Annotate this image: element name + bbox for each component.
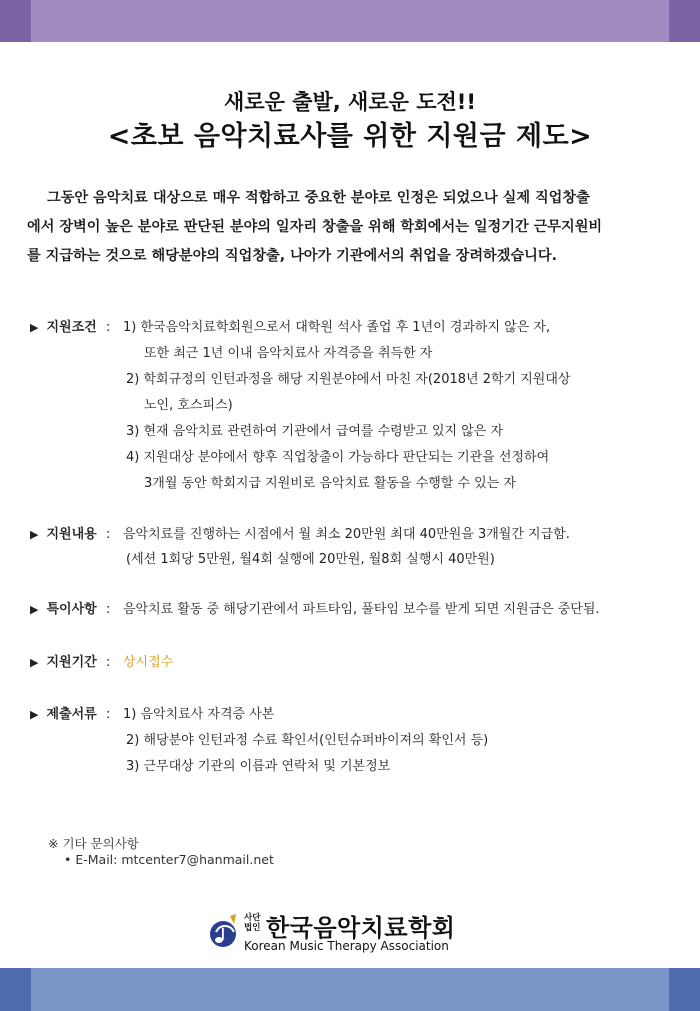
period-header-row [30,655,97,671]
page-subtitle: 새로운 출발, 새로운 도전!! [224,90,476,114]
documents-header-row [30,707,97,723]
conditions-item-3: 3) 현재 음악치료 관련하여 기관에서 급여를 수령받고 있지 않은 자 [126,424,504,439]
notes-header-row [30,602,97,618]
period-colon: : [106,655,111,670]
content-header-row [30,527,97,543]
conditions-label: 지원조건 [46,320,97,335]
organization-logo [208,912,478,956]
logo-prefix [244,913,260,933]
content-colon: : [106,527,111,542]
conditions-item-1: 1) 한국음악치료학회원으로서 대학원 석사 졸업 후 1년이 경과하지 않은 자, [123,320,551,335]
conditions-item-4: 4) 지원대상 분야에서 향후 직업창출이 가능하다 판단되는 기관을 선정하여 [126,450,550,465]
conditions-item-2-cont: 노인, 호스피스) [144,398,233,413]
notes-label: 특이사항 [46,602,97,617]
intro-line-1 [27,184,675,213]
documents-item-2: 2) 해당분야 인턴과정 수료 확인서(인턴슈퍼바이져의 확인서 등) [126,733,489,748]
contact-email[interactable]: • E-Mail: mtcenter7@hanmail.net [64,852,274,867]
triangle-bullet-icon: ▶ [30,528,39,541]
music-note-logo-icon [208,912,242,950]
period-label: 지원기간 [46,655,97,670]
intro-paragraph [27,184,675,271]
top-band-left-edge [0,0,31,42]
conditions-header-row [30,320,97,336]
documents-item-1: 1) 음악치료사 자격증 사본 [123,707,275,722]
intro-line-2: 에서 장벽이 높은 분야로 판단된 분야의 일자리 창출을 위해 학회에서는 일정기간 근무지원비 [27,219,603,235]
notes-line-1: 음악치료 활동 중 해당기관에서 파트타임, 풀타임 보수를 받게 되면 지원금은 중단됨. [123,602,600,617]
conditions-colon: : [106,320,111,335]
bottom-band-left-edge [0,968,31,1011]
top-decorative-band [0,0,700,42]
top-band-right-edge [669,0,700,42]
content-line-2: (세션 1회당 5만원, 월4회 실행에 20만원, 월8회 실행시 40만원) [126,552,495,567]
conditions-item-1-cont: 또한 최근 1년 이내 음악치료사 자격증을 취득한 자 [144,346,433,361]
documents-label: 제출서류 [46,707,97,722]
contact-heading: ※ 기타 문의사항 [48,836,139,851]
documents-colon: : [106,707,111,722]
conditions-item-2: 2) 학회규정의 인턴과정을 해당 지원분야에서 마친 자(2018년 2학기 지원대상 [126,372,571,387]
bottom-band-right-edge [669,968,700,1011]
content-label: 지원내용 [46,527,97,542]
bottom-decorative-band [0,968,700,1011]
triangle-bullet-icon: ▶ [30,321,39,334]
logo-prefix-bottom: 법인 [244,923,261,933]
conditions-item-4-cont: 3개월 동안 학회지급 지원비로 음악치료 활동을 수행할 수 있는 자 [144,476,516,491]
period-value: 상시접수 [123,655,174,670]
intro-line-1-text: 그동안 음악치료 대상으로 매우 적합하고 중요한 분야로 인정은 되었으나 실제 직업창출 [47,190,590,206]
content-line-1: 음악치료를 진행하는 시점에서 월 최소 20만원 최대 40만원을 3개월간 지급함. [123,527,570,542]
triangle-bullet-icon: ▶ [30,656,39,669]
notes-colon: : [106,602,111,617]
documents-item-3: 3) 근무대상 기관의 이름과 연락처 및 기본정보 [126,759,391,774]
logo-english-name: Korean Music Therapy Association [244,939,449,953]
logo-prefix-top: 사단 [244,913,261,923]
triangle-bullet-icon: ▶ [30,708,39,721]
logo-korean-name: 한국음악치료학회 [266,914,456,942]
intro-line-3: 를 지급하는 것으로 해당분야의 직업창출, 나아가 기관에서의 취업을 장려하겠습니다. [27,248,557,264]
page-title: <초보 음악치료사를 위한 지원금 제도> [107,121,593,152]
triangle-bullet-icon: ▶ [30,603,39,616]
